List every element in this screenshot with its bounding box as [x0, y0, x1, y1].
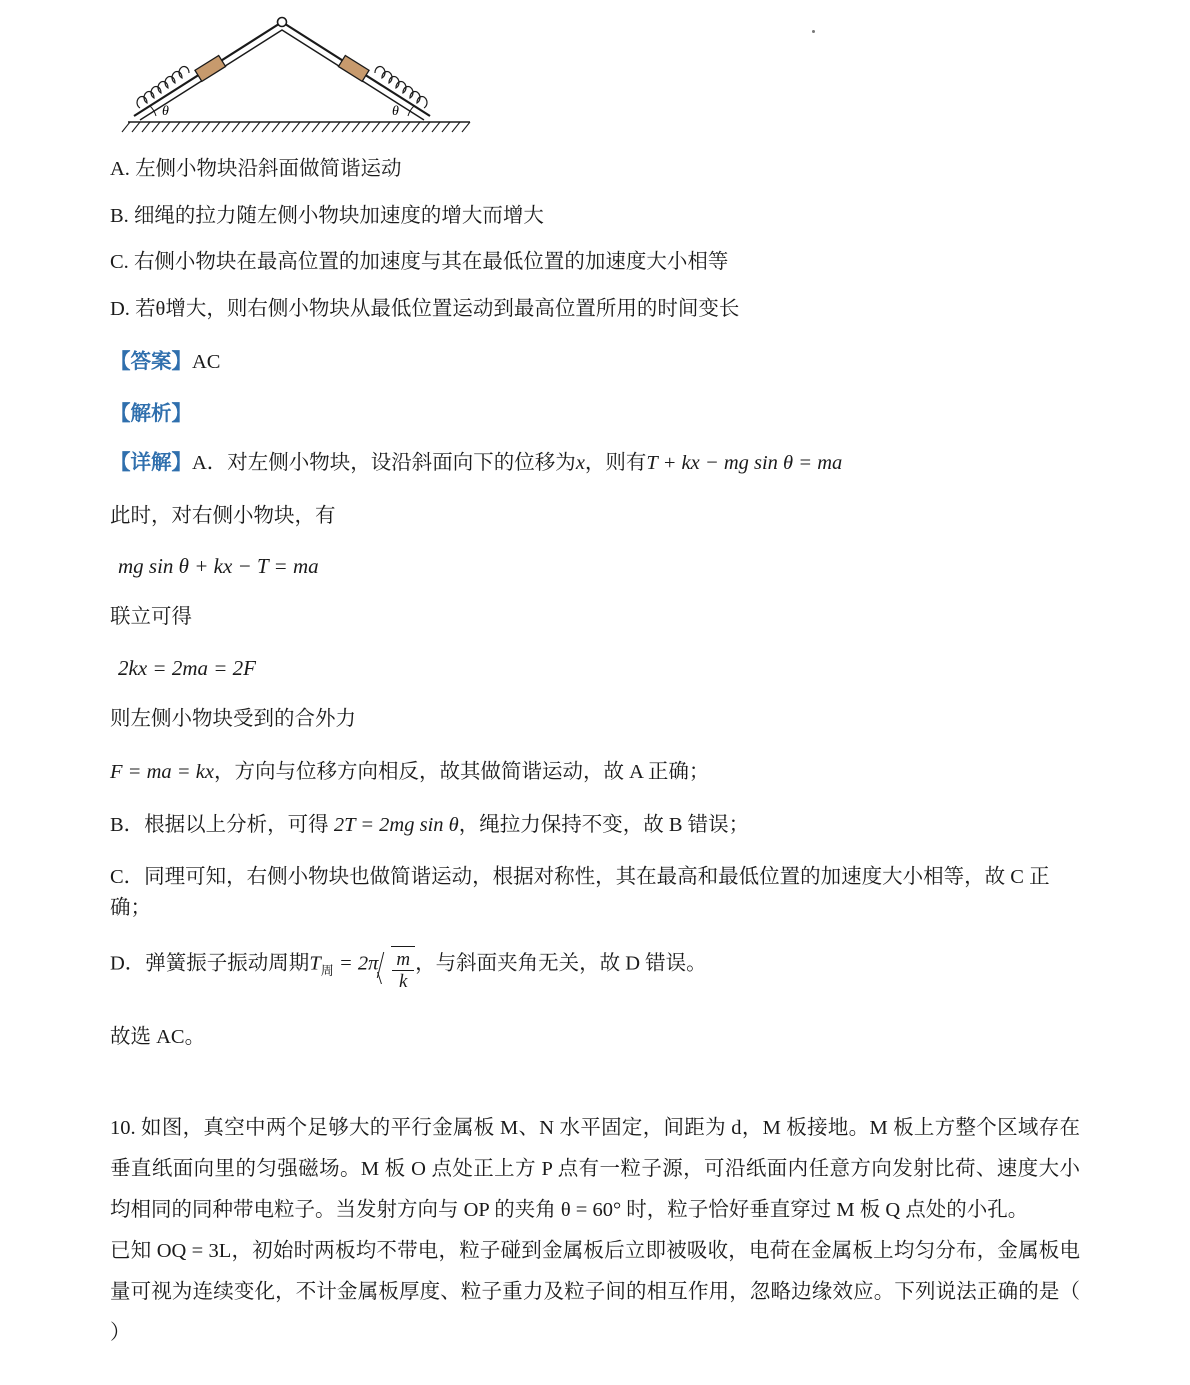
analysis-label-line — [110, 385, 1080, 437]
option-d-period-subscript: 周 — [320, 962, 334, 978]
line-combine: 联立可得 — [110, 606, 192, 629]
inclined-plane-spring-blocks-diagram — [110, 12, 490, 140]
line-then: 此时，对右侧小物块，有 — [110, 504, 336, 527]
angle-label-left: θ — [162, 104, 169, 119]
option-a-key: A. — [110, 158, 130, 180]
question-10 — [110, 1108, 1080, 1354]
option-d-fraction-numerator: m — [396, 948, 411, 970]
detail-step-a — [110, 437, 1080, 490]
option-b-analysis-head: B．根据以上分析，可得 — [110, 813, 329, 836]
equation-right-block — [110, 542, 1080, 591]
equation-combined — [110, 644, 1080, 693]
option-a-text: 左侧小物块沿斜面做简谐运动 — [135, 158, 402, 180]
equation-force: F = ma = kx — [110, 760, 214, 783]
conclusion-line: 故选 AC。 — [110, 1026, 206, 1049]
option-d-fraction-denominator: k — [392, 970, 414, 992]
option-b-text: 细绳的拉力随左侧小物块加速度的增大而增大 — [133, 204, 544, 227]
detail-step-a-var: x — [575, 451, 585, 474]
option-b-analysis-tail: ，绳拉力保持不变，故 B 错误； — [458, 813, 750, 836]
detail-step-a-mid: ，则有 — [584, 451, 647, 474]
analysis-label: 【解析】 — [110, 402, 192, 425]
equation-combined-text: 2kx = 2ma = 2F — [118, 656, 256, 680]
detail-step-a-equation: T + kx − mg sin θ = ma — [646, 451, 843, 474]
detail-label: 【详解】 — [110, 451, 192, 474]
line-net-force: 则左侧小物块受到的合外力 — [110, 708, 356, 730]
option-b-key: B. — [110, 204, 129, 227]
option-d-period-symbol: T — [309, 952, 321, 975]
option-d-key: D. — [110, 298, 130, 321]
option-c — [110, 239, 1080, 286]
answer-line — [110, 333, 1080, 385]
angle-label-right: θ — [392, 104, 399, 119]
option-d — [110, 286, 1080, 333]
question-10-number: 10. — [110, 1117, 136, 1140]
question-10-text1: 如图，真空中两个足够大的平行金属板 M、N 水平固定，间距为 d，M 板接地。M 板上方整个区域存在垂直纸面向里的匀强磁场。M 板 O 点处正上方 P 点有一粒子源，可沿纸面内任意方向发射比荷、速度大小均相同的同种带电粒子。当发射方向与 OP 的夹角 θ = 60° 时，粒子恰好垂直穿过 M 板 Q 点处的小孔。 — [110, 1117, 1080, 1222]
page-dot-mark — [812, 30, 815, 33]
force-equation-tail: ，方向与位移方向相反，故其做简谐运动，故 A 正确； — [213, 760, 710, 783]
option-d-equation-mid: = 2π — [338, 952, 379, 975]
option-c-key: C. — [110, 251, 129, 274]
force-equation-line — [110, 746, 1080, 799]
sqrt-symbol — [378, 946, 415, 993]
option-d-analysis-head: D．弹簧振子振动周期 — [110, 952, 310, 975]
question-10-para2: 已知 OQ = 3L，初始时两板均不带电，粒子碰到金属板后立即被吸收，电荷在金属板上均匀分布，金属板电量可视为连续变化，不计金属板厚度、粒子重力及粒子间的相互作用，忽略边缘效应。下列说法正确的是（ ） — [110, 1240, 1080, 1345]
option-c-text: 右侧小物块在最高位置的加速度与其在最低位置的加速度大小相等 — [133, 251, 729, 274]
option-d-fraction — [392, 949, 414, 993]
answer-value: AC — [192, 350, 221, 373]
equation-right-block-text: mg sin θ + kx − T = ma — [118, 554, 319, 579]
option-c-analysis: C．同理可知，右侧小物块也做简谐运动，根据对称性，其在最高和最低位置的加速度大小相等，故 C 正确； — [110, 866, 1050, 919]
answer-label: 【答案】 — [110, 350, 192, 373]
figure-region — [110, 12, 1080, 140]
detail-step-a-prefix: A．对左侧小物块，设沿斜面向下的位移为 — [192, 451, 576, 474]
option-d-analysis-tail: ，与斜面夹角无关，故 D 错误。 — [415, 952, 707, 975]
question-10-para1 — [110, 1108, 1080, 1231]
option-d-analysis — [110, 935, 1080, 1004]
option-b — [110, 193, 1080, 240]
option-d-text: 若θ增大，则右侧小物块从最低位置运动到最高位置所用的时间变长 — [135, 298, 740, 321]
option-b-equation: 2T = 2mg sin θ — [333, 813, 459, 836]
option-b-analysis — [110, 799, 1080, 852]
option-a — [110, 146, 1080, 193]
